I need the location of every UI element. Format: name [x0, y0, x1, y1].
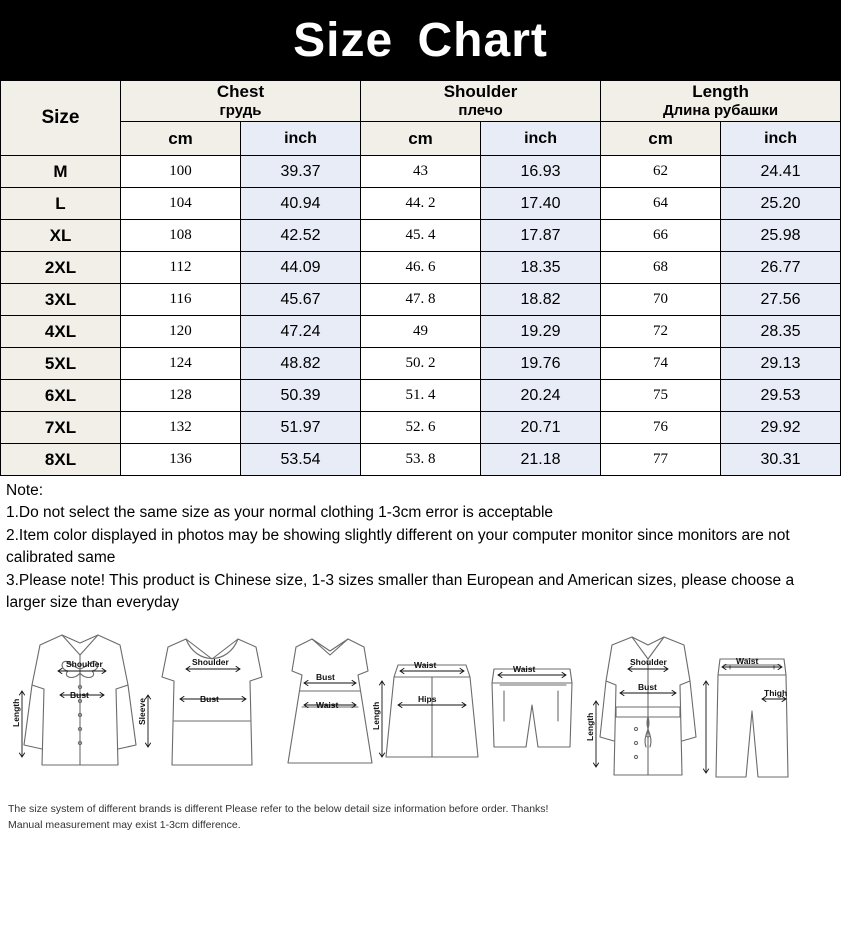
- footer-note: [0, 800, 841, 834]
- row-length-cm: 74: [601, 348, 721, 380]
- table-row: [1, 348, 841, 380]
- table-header-groups: [1, 81, 841, 122]
- label-shoulder-tank: Shoulder: [192, 656, 229, 667]
- row-shoulder-inch: 20.24: [481, 380, 601, 412]
- label-length-blouse: Length: [11, 698, 21, 727]
- row-shoulder-inch: 17.40: [481, 188, 601, 220]
- row-length-inch: 29.13: [721, 348, 841, 380]
- illustration-blouse: [24, 635, 136, 765]
- row-size: 5XL: [1, 348, 121, 380]
- row-chest-cm: 124: [121, 348, 241, 380]
- row-shoulder-cm: 49: [361, 316, 481, 348]
- label-bust-dress: Bust: [316, 671, 335, 682]
- table-row: [1, 284, 841, 316]
- footer-line-2: Manual measurement may exist 1-3cm difference.: [8, 818, 241, 831]
- table-row: [1, 444, 841, 476]
- header-unit-length-inch: inch: [721, 122, 841, 156]
- table-header-units: [1, 122, 841, 156]
- row-shoulder-cm: 46. 6: [361, 252, 481, 284]
- row-size: 8XL: [1, 444, 121, 476]
- row-size: XL: [1, 220, 121, 252]
- row-shoulder-inch: 20.71: [481, 412, 601, 444]
- label-waist-shorts: Waist: [513, 663, 536, 674]
- label-bust-tank: Bust: [200, 693, 219, 704]
- row-chest-cm: 120: [121, 316, 241, 348]
- page-title: Size Chart: [293, 13, 548, 67]
- row-shoulder-cm: 47. 8: [361, 284, 481, 316]
- label-length-dress: Length: [371, 701, 381, 730]
- row-shoulder-inch: 21.18: [481, 444, 601, 476]
- header-group-chest-name: Chest: [216, 82, 265, 101]
- title-banner: [0, 0, 841, 80]
- notes-heading: Note:: [6, 482, 44, 499]
- row-chest-inch: 44.09: [241, 252, 361, 284]
- label-length-coat: Length: [585, 712, 595, 741]
- row-length-inch: 27.56: [721, 284, 841, 316]
- note-line-3: 3.Please note! This product is Chinese size, 1-3 sizes smaller than European and American sizes, please choose a larger size than everyday: [6, 571, 795, 612]
- row-length-inch: 25.20: [721, 188, 841, 220]
- row-length-inch: 25.98: [721, 220, 841, 252]
- label-bust-blouse: Bust: [70, 689, 89, 700]
- row-shoulder-cm: 51. 4: [361, 380, 481, 412]
- header-group-shoulder: [361, 81, 601, 122]
- row-chest-cm: 108: [121, 220, 241, 252]
- row-length-cm: 64: [601, 188, 721, 220]
- row-size: L: [1, 188, 121, 220]
- illustration-svg: [0, 625, 841, 800]
- header-size: Size: [1, 81, 121, 156]
- row-chest-cm: 116: [121, 284, 241, 316]
- row-length-inch: 26.77: [721, 252, 841, 284]
- size-table: [0, 80, 841, 476]
- row-length-cm: 76: [601, 412, 721, 444]
- row-size: M: [1, 156, 121, 188]
- row-shoulder-inch: 19.76: [481, 348, 601, 380]
- row-shoulder-cm: 50. 2: [361, 348, 481, 380]
- row-shoulder-cm: 45. 4: [361, 220, 481, 252]
- label-shoulder-blouse: Shoulder: [66, 658, 103, 669]
- header-group-length-sub: Длина рубашки: [662, 102, 779, 120]
- measurement-illustrations: [0, 625, 841, 800]
- label-hips-skirt: Hips: [418, 693, 437, 704]
- row-chest-inch: 39.37: [241, 156, 361, 188]
- table-row: [1, 316, 841, 348]
- row-shoulder-cm: 43: [361, 156, 481, 188]
- table-row: [1, 412, 841, 444]
- illustration-skirt: [386, 665, 478, 757]
- row-shoulder-inch: 17.87: [481, 220, 601, 252]
- row-chest-inch: 40.94: [241, 188, 361, 220]
- header-group-chest: [121, 81, 361, 122]
- row-length-inch: 30.31: [721, 444, 841, 476]
- row-length-cm: 68: [601, 252, 721, 284]
- row-chest-inch: 47.24: [241, 316, 361, 348]
- row-shoulder-cm: 52. 6: [361, 412, 481, 444]
- label-thigh-trousers: Thigh: [764, 687, 788, 698]
- row-length-inch: 29.92: [721, 412, 841, 444]
- row-length-cm: 77: [601, 444, 721, 476]
- label-waist-dress: Waist: [316, 699, 339, 710]
- row-chest-inch: 48.82: [241, 348, 361, 380]
- header-group-shoulder-sub: плечо: [458, 102, 503, 120]
- row-chest-inch: 50.39: [241, 380, 361, 412]
- row-length-cm: 66: [601, 220, 721, 252]
- label-waist-trousers: Waist: [736, 655, 759, 666]
- table-row: [1, 252, 841, 284]
- label-sleeve-blouse: Sleeve: [137, 697, 147, 725]
- note-line-1: 1.Do not select the same size as your normal clothing 1-3cm error is acceptable: [6, 504, 554, 522]
- note-line-2: 2.Item color displayed in photos may be showing slightly different on your computer monitor since monitors are not calibrated same: [6, 526, 790, 567]
- row-length-inch: 28.35: [721, 316, 841, 348]
- header-group-length-name: Length: [692, 82, 749, 101]
- label-waist-skirt: Waist: [414, 659, 437, 670]
- row-shoulder-cm: 44. 2: [361, 188, 481, 220]
- row-size: 4XL: [1, 316, 121, 348]
- illustration-shorts: [492, 669, 572, 747]
- header-unit-shoulder-cm: cm: [361, 122, 481, 156]
- header-unit-chest-inch: inch: [241, 122, 361, 156]
- header-unit-chest-cm: cm: [121, 122, 241, 156]
- row-length-cm: 75: [601, 380, 721, 412]
- table-row: [1, 220, 841, 252]
- row-length-inch: 24.41: [721, 156, 841, 188]
- row-chest-inch: 51.97: [241, 412, 361, 444]
- row-chest-cm: 104: [121, 188, 241, 220]
- row-length-cm: 70: [601, 284, 721, 316]
- row-size: 7XL: [1, 412, 121, 444]
- row-chest-cm: 132: [121, 412, 241, 444]
- row-size: 6XL: [1, 380, 121, 412]
- header-group-chest-sub: грудь: [219, 102, 262, 120]
- row-shoulder-inch: 18.82: [481, 284, 601, 316]
- header-unit-shoulder-inch: inch: [481, 122, 601, 156]
- header-unit-length-cm: cm: [601, 122, 721, 156]
- row-shoulder-cm: 53. 8: [361, 444, 481, 476]
- row-length-cm: 62: [601, 156, 721, 188]
- row-chest-cm: 128: [121, 380, 241, 412]
- header-group-shoulder-name: Shoulder: [443, 82, 518, 101]
- row-chest-inch: 45.67: [241, 284, 361, 316]
- row-shoulder-inch: 18.35: [481, 252, 601, 284]
- label-bust-coat: Bust: [638, 681, 657, 692]
- illustration-trousers: [716, 659, 788, 777]
- row-chest-cm: 100: [121, 156, 241, 188]
- footer-line-1: The size system of different brands is different Please refer to the below detail size information before order. Thanks!: [8, 802, 549, 815]
- row-length-inch: 29.53: [721, 380, 841, 412]
- row-size: 2XL: [1, 252, 121, 284]
- row-length-cm: 72: [601, 316, 721, 348]
- notes-section: [0, 476, 841, 615]
- row-size: 3XL: [1, 284, 121, 316]
- row-chest-cm: 136: [121, 444, 241, 476]
- row-chest-cm: 112: [121, 252, 241, 284]
- row-shoulder-inch: 16.93: [481, 156, 601, 188]
- row-shoulder-inch: 19.29: [481, 316, 601, 348]
- row-chest-inch: 42.52: [241, 220, 361, 252]
- header-group-length: [601, 81, 841, 122]
- label-shoulder-coat: Shoulder: [630, 656, 667, 667]
- table-row: [1, 380, 841, 412]
- row-chest-inch: 53.54: [241, 444, 361, 476]
- table-row: [1, 188, 841, 220]
- table-row: [1, 156, 841, 188]
